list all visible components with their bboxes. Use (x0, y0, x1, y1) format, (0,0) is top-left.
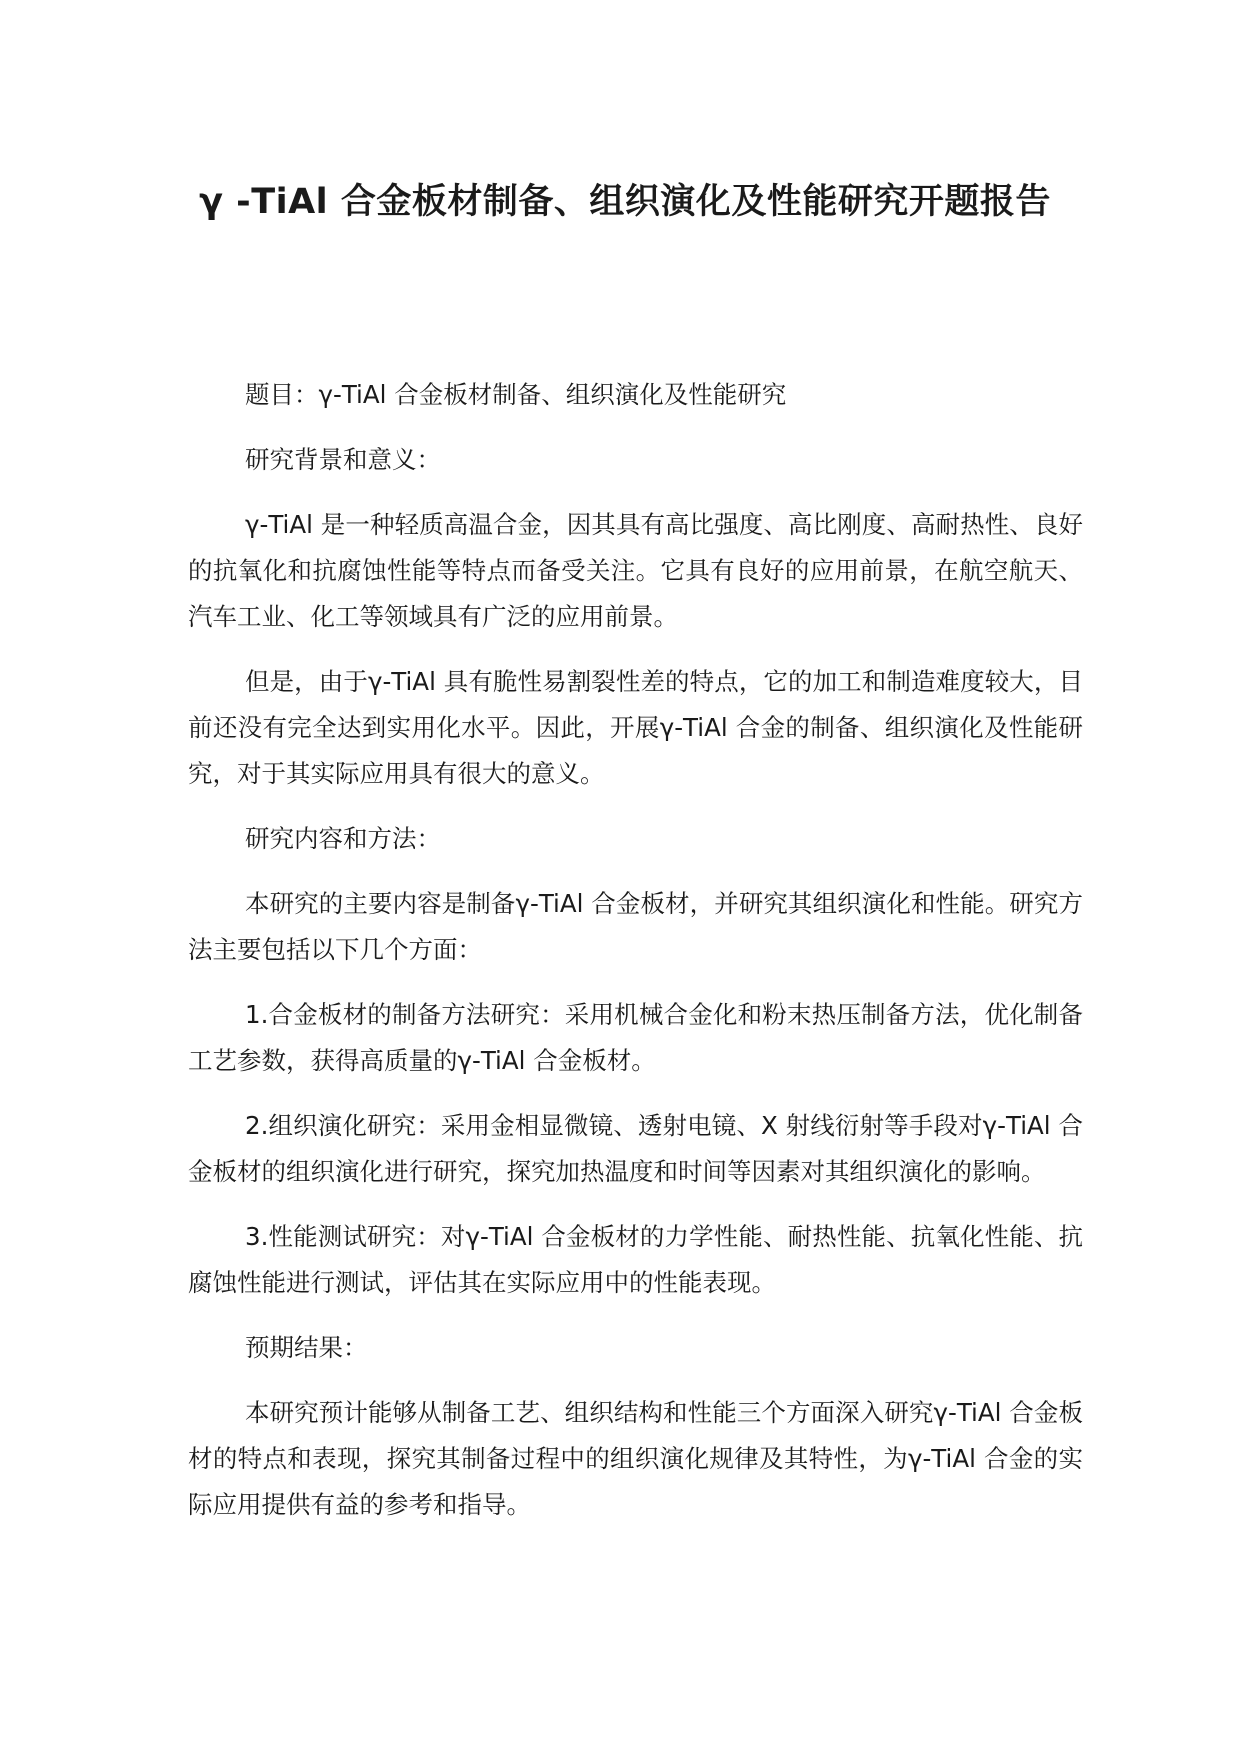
paragraph-method-3: 3.性能测试研究：对γ-TiAl 合金板材的力学性能、耐热性能、抗氧化性能、抗腐蚀性能进行测试，评估其在实际应用中的性能表现。 (188, 1222, 1083, 1297)
paragraph-method-1: 1.合金板材的制备方法研究：采用机械合金化和粉末热压制备方法，优化制备工艺参数，获得高质量的γ-TiAl 合金板材。 (188, 1000, 1083, 1075)
paragraph-method-2: 2.组织演化研究：采用金相显微镜、透射电镜、X 射线衍射等手段对γ-TiAl 合金板材的组织演化进行研究，探究加热温度和时间等因素对其组织演化的影响。 (188, 1111, 1083, 1186)
heading-background: 研究背景和意义： (245, 445, 441, 474)
paragraph-topic: 题目：γ-TiAl 合金板材制备、组织演化及性能研究 (245, 380, 787, 409)
paragraph-content-intro: 本研究的主要内容是制备γ-TiAl 合金板材，并研究其组织演化和性能。研究方法主要包括以下几个方面： (188, 889, 1083, 964)
paragraph-expected-results: 本研究预计能够从制备工艺、组织结构和性能三个方面深入研究γ-TiAl 合金板材的特点和表现，探究其制备过程中的组织演化规律及其特性，为γ-TiAl 合金的实际应用提供有益的参考和指导。 (188, 1398, 1083, 1519)
heading-expected-results: 预期结果： (245, 1333, 368, 1362)
document-body (188, 372, 1083, 1547)
document-title: γ -TiAl 合金板材制备、组织演化及性能研究开题报告 (199, 182, 1051, 222)
paragraph-background-2: 但是，由于γ-TiAl 具有脆性易割裂性差的特点，它的加工和制造难度较大，目前还没有完全达到实用化水平。因此，开展γ-TiAl 合金的制备、组织演化及性能研究，对于其实际应用具有很大的意义。 (188, 667, 1083, 788)
heading-content-methods: 研究内容和方法： (245, 824, 441, 853)
paragraph-background-1: γ-TiAl 是一种轻质高温合金，因其具有高比强度、高比刚度、高耐热性、良好的抗氧化和抗腐蚀性能等特点而备受关注。它具有良好的应用前景，在航空航天、汽车工业、化工等领域具有广泛的应用前景。 (188, 510, 1083, 631)
